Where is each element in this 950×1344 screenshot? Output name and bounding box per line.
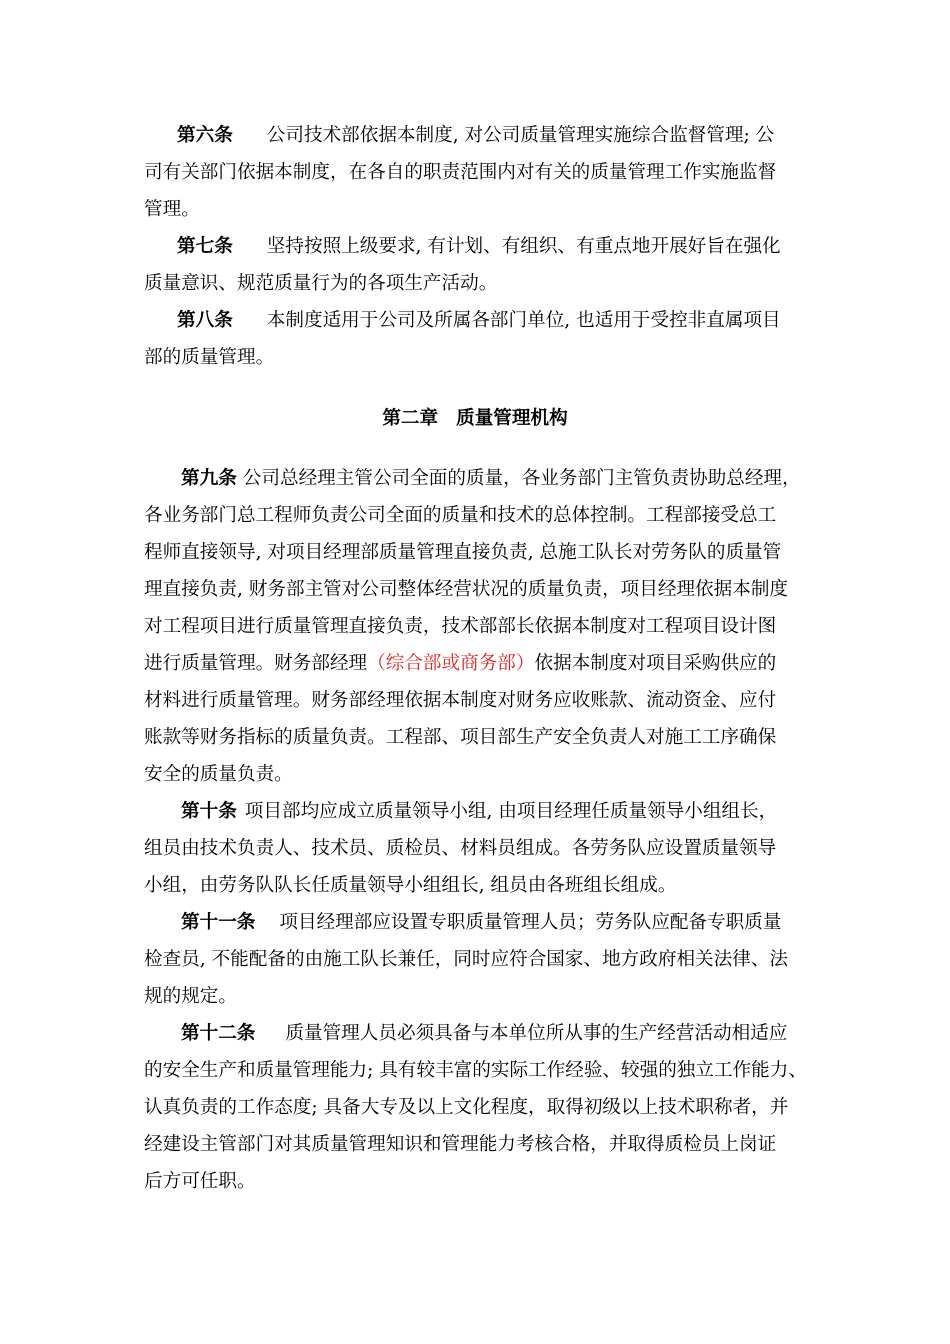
article-8-line-2: 部的质量管理。 — [144, 347, 275, 368]
article-6-first-line — [177, 124, 774, 148]
article-9-first-line — [181, 467, 801, 491]
article-7-first-line — [177, 235, 781, 259]
article-6-text: 公司技术部依据本制度, 对公司质量管理实施综合监督管理; 公 — [266, 125, 775, 146]
article-12-line-3: 认真负责的工作态度; 具备大专及以上文化程度，取得初级以上技术职称者，并 — [144, 1097, 789, 1118]
article-11-line-3: 规的规定。 — [144, 986, 237, 1007]
article-12-text: 质量管理人员必须具备与本单位所从事的生产经营活动相适应 — [285, 1023, 788, 1044]
article-12-line-5: 后方可任职。 — [144, 1171, 256, 1192]
article-11-line-2: 检查员, 不能配备的由施工队长兼任，同时应符合国家、地方政府相关法律、法 — [144, 949, 789, 970]
article-9-line-8: 账款等财务指标的质量负责。工程部、项目部生产安全负责人对施工工序确保 — [144, 727, 777, 748]
article-11-text: 项目经理部应设置专职质量管理人员；劳务队应配备专职质量 — [279, 912, 782, 933]
article-9-line-6-start: 进行质量管理。财务部经理 — [144, 653, 368, 674]
article-6-line-3: 管理。 — [144, 199, 200, 220]
article-9-line-5: 对工程项目进行质量管理直接负责，技术部部长依据本制度对工程项目设计图 — [144, 616, 777, 637]
article-6-line-2: 司有关部门依据本制度，在各自的职责范围内对有关的质量管理工作实施监督 — [144, 162, 777, 183]
article-7-label: 第七条 — [177, 236, 233, 257]
article-6-label: 第六条 — [177, 125, 233, 146]
article-12-line-4: 经建设主管部门对其质量管理知识和管理能力考核合格，并取得质检员上岗证 — [144, 1134, 777, 1155]
chapter-heading — [0, 407, 950, 431]
article-7-text: 坚持按照上级要求, 有计划、有组织、有重点地开展好旨在强化 — [266, 236, 781, 257]
article-9-line-9: 安全的质量负责。 — [144, 764, 293, 785]
article-10-line-2: 组员由技术负责人、技术员、质检员、材料员组成。各劳务队应设置质量领导 — [144, 838, 777, 859]
article-11-label: 第十一条 — [181, 912, 256, 933]
article-8-text: 本制度适用于公司及所属各部门单位, 也适用于受控非直属项目 — [266, 310, 781, 331]
article-8-first-line — [177, 309, 781, 333]
article-9-line-4: 理直接负责, 财务部主管对公司整体经营状况的质量负责，项目经理依据本制度 — [144, 579, 789, 600]
article-9-text: 公司总经理主管公司全面的质量，各业务部门主管负责协助总经理， — [242, 468, 801, 489]
article-7-line-2: 质量意识、规范质量行为的各项生产活动。 — [144, 273, 498, 294]
article-10-label: 第十条 — [181, 801, 237, 822]
article-8-label: 第八条 — [177, 310, 233, 331]
article-11-first-line — [181, 911, 781, 935]
article-12-line-2: 的安全生产和质量管理能力; 具有较丰富的实际工作经验、较强的独立工作能力、 — [144, 1060, 807, 1081]
article-10-line-3: 小组，由劳务队队长任质量领导小组组长, 组员由各班组长组成。 — [144, 875, 677, 896]
article-9-highlight: （综合部或商务部） — [367, 653, 535, 674]
article-12-label: 第十二条 — [181, 1023, 256, 1044]
article-12-first-line — [181, 1022, 787, 1046]
article-10-first-line — [181, 800, 777, 824]
chapter-title: 质量管理机构 — [456, 408, 568, 429]
article-9-line-3: 程师直接领导, 对项目经理部质量管理直接负责, 总施工队长对劳务队的质量管 — [144, 542, 782, 563]
article-9-line-6-end: 依据本制度对项目采购供应的 — [534, 653, 777, 674]
article-10-text: 项目部均应成立质量领导小组, 由项目经理任质量领导小组组长， — [244, 801, 778, 822]
chapter-number: 第二章 — [382, 408, 439, 429]
article-9-line-2: 各业务部门总工程师负责公司全面的质量和技术的总体控制。工程部接受总工 — [144, 505, 777, 526]
article-9-line-7: 材料进行质量管理。财务部经理依据本制度对财务应收账款、流动资金、应付 — [144, 690, 777, 711]
article-9-line-6 — [144, 652, 776, 676]
article-9-label: 第九条 — [181, 468, 237, 489]
